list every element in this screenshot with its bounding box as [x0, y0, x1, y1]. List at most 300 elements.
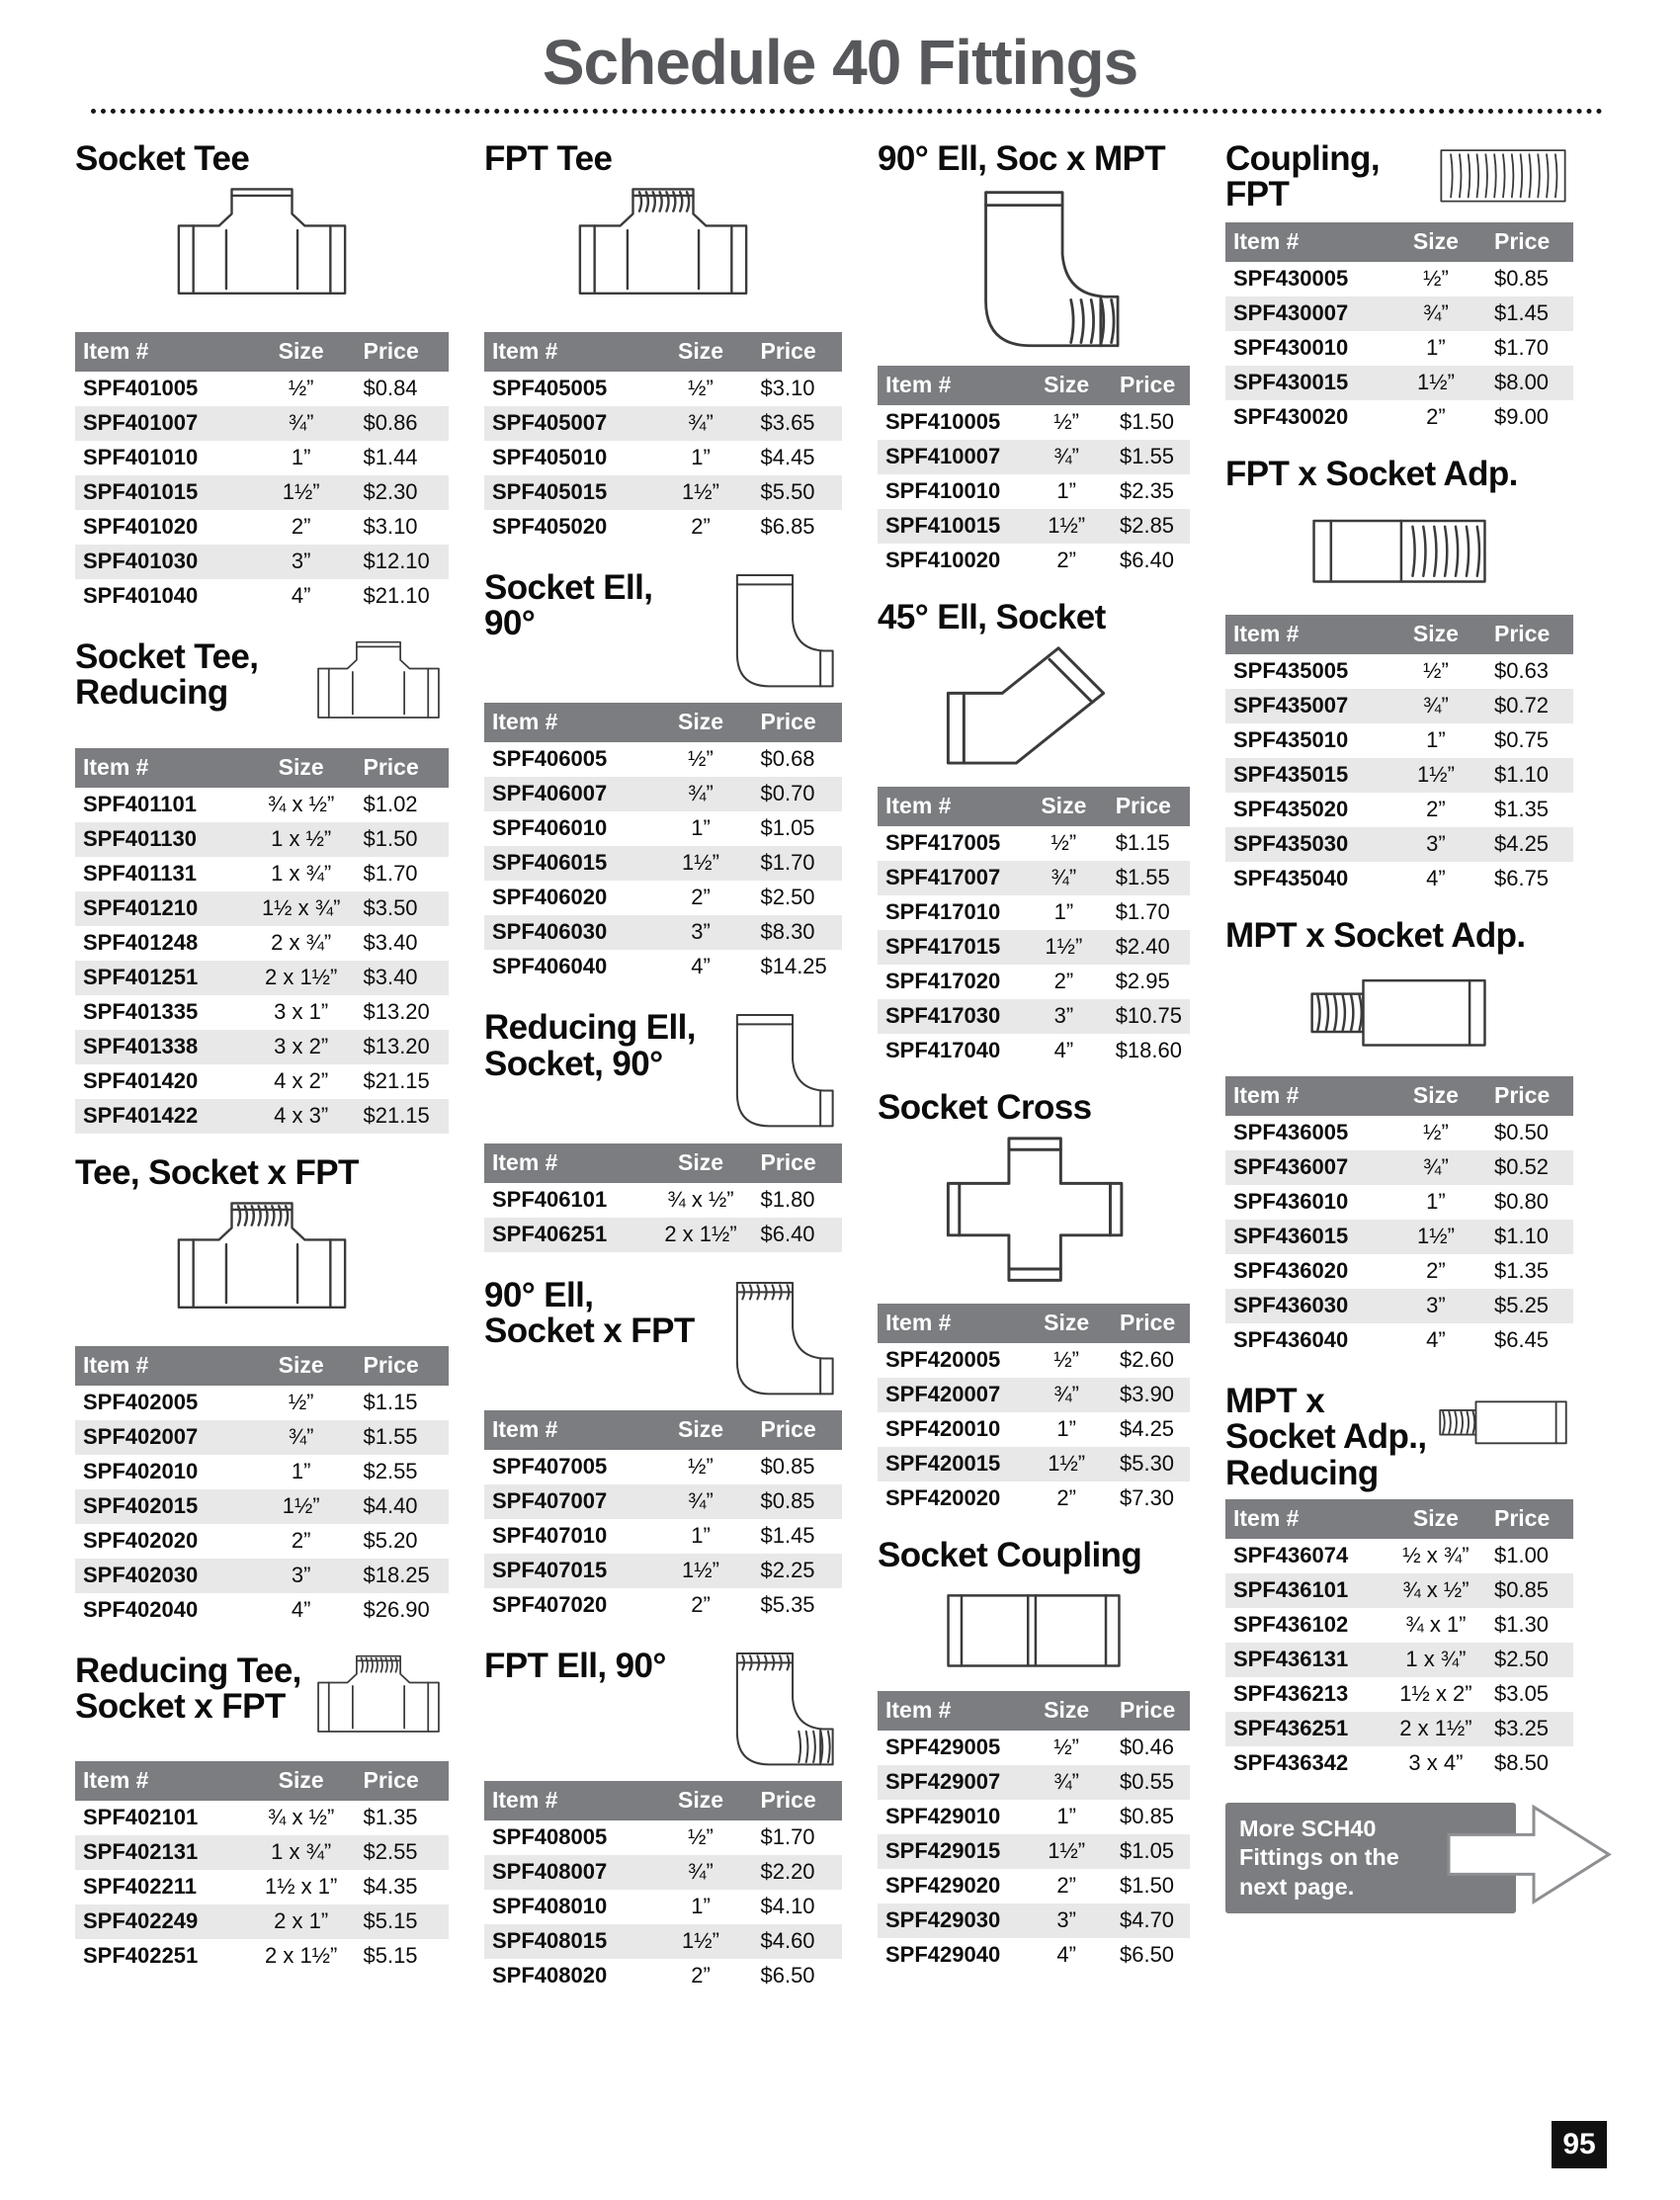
table-row: [878, 965, 1190, 999]
item-number-cell: SPF417030: [885, 1002, 1001, 1028]
section-header: [878, 597, 1190, 636]
price-cell: $0.72: [1493, 692, 1550, 718]
column-header: Size: [649, 703, 753, 742]
size-cell: ½”: [1423, 1119, 1449, 1144]
price-cell: $1.35: [1493, 1257, 1550, 1283]
table-row: [1225, 1677, 1573, 1712]
table-row: [75, 1801, 449, 1835]
size-cell: ¾”: [1423, 692, 1449, 718]
size-cell: 1½ x 1”: [264, 1874, 338, 1900]
price-cell: $2.55: [363, 1839, 418, 1865]
table-row: [1225, 1323, 1573, 1358]
price-cell: $0.86: [363, 409, 418, 435]
size-cell: ¾”: [688, 781, 714, 806]
price-cell: $3.65: [760, 409, 815, 435]
item-number-cell: SPF402101: [83, 1805, 199, 1830]
price-table: [878, 787, 1190, 1068]
price-cell: $1.70: [363, 860, 418, 886]
table-row: [484, 1855, 842, 1890]
size-cell: 1½”: [1045, 933, 1083, 959]
size-cell: 2”: [691, 1592, 711, 1618]
size-cell: 1 x ¾”: [271, 1839, 332, 1865]
table-row: [1225, 723, 1573, 758]
price-cell: $2.20: [760, 1859, 815, 1885]
table-row: [484, 881, 842, 915]
column-header: Size: [247, 1346, 356, 1386]
size-cell: 1”: [291, 1458, 311, 1483]
fpt-ell-90-illustration: [702, 1647, 842, 1771]
item-number-cell: SPF406005: [492, 746, 608, 772]
fitting-section: [75, 141, 449, 614]
table-row: [484, 406, 842, 441]
column-header: Price: [1108, 787, 1190, 826]
section-header: [75, 1152, 449, 1192]
column-header: Item #: [484, 1410, 649, 1450]
price-table: [878, 1304, 1190, 1516]
price-cell: $1.50: [1119, 1872, 1175, 1898]
column-header: Item #: [1225, 1076, 1386, 1116]
table-row: [1225, 793, 1573, 827]
price-cell: $2.60: [1119, 1347, 1175, 1373]
table-row: [484, 742, 842, 777]
item-number-cell: SPF406040: [492, 954, 608, 979]
price-cell: $1.15: [1115, 829, 1170, 855]
item-number-cell: SPF402020: [83, 1527, 199, 1553]
price-cell: $4.10: [760, 1894, 815, 1919]
table-row: [484, 1183, 842, 1218]
mpt-socket-adp-illustration: [1225, 960, 1573, 1066]
table-row: [484, 372, 842, 406]
price-cell: $8.30: [760, 919, 815, 945]
table-row: [1225, 1539, 1573, 1573]
item-number-cell: SPF435015: [1233, 761, 1349, 787]
coupling-fpt-illustration: [1433, 139, 1573, 212]
reducing-tee-socket-fpt-illustration: [308, 1651, 449, 1752]
item-number-cell: SPF406007: [492, 781, 608, 806]
price-cell: $1.45: [1493, 299, 1550, 325]
price-cell: $1.35: [1493, 796, 1550, 821]
table-row: [484, 1484, 842, 1519]
size-cell: 2”: [1426, 403, 1446, 429]
size-cell: ¾”: [1423, 1153, 1449, 1179]
table-row: [484, 1450, 842, 1484]
size-cell: 1½ x ¾”: [261, 894, 341, 920]
item-number-cell: SPF401020: [83, 513, 199, 539]
fitting-section: [878, 597, 1190, 1068]
size-cell: 1½”: [682, 1558, 719, 1583]
item-number-cell: SPF401420: [83, 1067, 199, 1093]
price-cell: $2.50: [1493, 1646, 1550, 1671]
size-cell: 4”: [291, 1596, 311, 1622]
item-number-cell: SPF402030: [83, 1562, 199, 1587]
item-number-cell: SPF402007: [83, 1423, 199, 1449]
table-row: [484, 846, 842, 881]
size-cell: 2”: [1426, 1257, 1446, 1283]
table-row: [75, 1559, 449, 1593]
size-cell: 3”: [1056, 1906, 1076, 1932]
item-number-cell: SPF410020: [885, 547, 1001, 572]
fitting-section: [1225, 454, 1573, 896]
price-cell: $9.00: [1493, 403, 1550, 429]
item-number-cell: SPF436010: [1233, 1188, 1349, 1214]
size-cell: 1½”: [282, 478, 320, 504]
price-cell: $5.15: [363, 1908, 418, 1934]
price-cell: $2.85: [1119, 512, 1175, 538]
column-header: Item #: [75, 1761, 247, 1801]
price-cell: $1.55: [1115, 864, 1170, 889]
price-cell: $3.25: [1493, 1715, 1550, 1740]
item-number-cell: SPF401131: [83, 860, 197, 886]
section-header: [75, 1650, 449, 1756]
size-cell: 2 x 1”: [274, 1908, 329, 1934]
price-table: [75, 332, 449, 614]
price-cell: $0.55: [1119, 1768, 1175, 1794]
size-cell: 2”: [691, 885, 711, 910]
price-cell: $3.90: [1119, 1382, 1175, 1407]
price-cell: $6.75: [1493, 865, 1550, 890]
section-title: Socket Tee: [75, 139, 250, 178]
column-header: Price: [1486, 1499, 1573, 1539]
table-row: [878, 1869, 1190, 1904]
price-table: [878, 1691, 1190, 1973]
table-row: [878, 1834, 1190, 1869]
item-number-cell: SPF429030: [885, 1906, 1001, 1932]
price-table: [484, 332, 842, 545]
size-cell: 4”: [291, 582, 311, 608]
socket-ell-90-illustration: [702, 568, 842, 693]
item-number-cell: SPF435007: [1233, 692, 1349, 718]
section-title: FPT x Socket Adp.: [1225, 454, 1518, 493]
size-cell: ¾”: [288, 409, 314, 435]
price-cell: $8.50: [1493, 1749, 1550, 1775]
table-row: [878, 1481, 1190, 1516]
column-header: Price: [752, 1781, 842, 1820]
reducing-ell-socket-90-illustration: [702, 1008, 842, 1133]
column-header: Size: [1021, 1304, 1112, 1343]
price-cell: $21.15: [363, 1102, 430, 1128]
item-number-cell: SPF436131: [1233, 1646, 1349, 1671]
table-row: [75, 441, 449, 475]
column-header: Size: [247, 1761, 356, 1801]
price-cell: $5.20: [363, 1527, 418, 1553]
price-cell: $2.30: [363, 478, 418, 504]
size-cell: 1”: [691, 1894, 711, 1919]
price-cell: $0.85: [760, 1454, 815, 1480]
section-title: MPT x Socket Adp., Reducing: [1225, 1381, 1427, 1492]
price-cell: $6.40: [760, 1221, 815, 1246]
item-number-cell: SPF408005: [492, 1824, 608, 1850]
table-row: [1225, 400, 1573, 435]
item-number-cell: SPF407015: [492, 1558, 608, 1583]
fitting-section: [75, 1650, 449, 1975]
price-table: [484, 1143, 842, 1252]
section-header: [1225, 454, 1573, 493]
item-number-cell: SPF406101: [492, 1186, 608, 1212]
item-number-cell: SPF402005: [83, 1389, 199, 1414]
price-cell: $5.15: [363, 1943, 418, 1969]
item-number-cell: SPF420015: [885, 1451, 1001, 1477]
item-number-cell: SPF430005: [1233, 265, 1349, 291]
item-number-cell: SPF401015: [83, 478, 199, 504]
column-header: Price: [355, 748, 449, 788]
table-row: [75, 372, 449, 406]
price-cell: $10.75: [1115, 1002, 1182, 1028]
table-row: [1225, 1150, 1573, 1185]
section-header: [878, 141, 1190, 177]
column-header: Price: [752, 1143, 842, 1183]
price-cell: $4.35: [363, 1874, 418, 1900]
item-number-cell: SPF406015: [492, 850, 608, 876]
section-title: MPT x Socket Adp.: [1225, 915, 1526, 955]
item-number-cell: SPF436007: [1233, 1153, 1349, 1179]
size-cell: ½”: [1423, 265, 1449, 291]
column-header: Item #: [75, 1346, 247, 1386]
size-cell: ¾”: [1053, 443, 1080, 468]
fitting-section: [484, 141, 842, 545]
table-row: [1225, 1116, 1573, 1150]
size-cell: 1½”: [1416, 761, 1455, 787]
column-header: Size: [1020, 787, 1108, 826]
ell-socket-fpt-illustration: [702, 1276, 842, 1400]
table-row: [878, 999, 1190, 1034]
section-title: Reducing Ell, Socket, 90°: [484, 1008, 696, 1083]
table-row: [484, 1519, 842, 1554]
item-number-cell: SPF435020: [1233, 796, 1349, 821]
size-cell: 4 x 2”: [274, 1067, 329, 1093]
price-cell: $2.95: [1115, 968, 1170, 993]
table-row: [1225, 1608, 1573, 1643]
table-row: [484, 777, 842, 811]
table-row: [1225, 654, 1573, 689]
price-cell: $14.25: [760, 954, 827, 979]
price-cell: $1.70: [760, 850, 815, 876]
size-cell: 2”: [291, 1527, 311, 1553]
table-row: [75, 1064, 449, 1099]
column-header: Item #: [1225, 1499, 1386, 1539]
column-header: Size: [247, 748, 356, 788]
table-row: [75, 891, 449, 926]
item-number-cell: SPF408020: [492, 1963, 608, 1988]
table-row: [1225, 1289, 1573, 1323]
table-row: [1225, 1254, 1573, 1289]
column-header: Price: [1112, 1304, 1190, 1343]
item-number-cell: SPF408007: [492, 1859, 608, 1885]
table-row: [75, 1870, 449, 1904]
fitting-section: [878, 1538, 1190, 1972]
socket-tee-illustration: [75, 183, 449, 322]
size-cell: 4”: [1426, 1326, 1446, 1352]
size-cell: 2 x 1½”: [1399, 1715, 1472, 1740]
mpt-socket-adp-reducing-illustration: [1433, 1382, 1573, 1462]
item-number-cell: SPF402131: [83, 1839, 199, 1865]
size-cell: 2”: [291, 513, 311, 539]
column-header: Item #: [878, 1304, 1021, 1343]
price-cell: $6.50: [760, 1963, 815, 1988]
column-header: Price: [355, 1761, 449, 1801]
price-cell: $1.02: [363, 791, 418, 816]
column-header: Price: [752, 703, 842, 742]
price-cell: $2.55: [363, 1458, 418, 1483]
price-cell: $1.35: [363, 1805, 418, 1830]
item-number-cell: SPF408010: [492, 1894, 608, 1919]
price-cell: $1.10: [1493, 761, 1550, 787]
column-header: Size: [1386, 1076, 1486, 1116]
item-number-cell: SPF429010: [885, 1803, 1001, 1828]
size-cell: ½”: [288, 375, 314, 400]
size-cell: 1”: [1056, 1416, 1076, 1442]
table-row: [878, 895, 1190, 930]
size-cell: 1½ x 2”: [1399, 1680, 1472, 1706]
table-row: [75, 1524, 449, 1559]
price-cell: $2.25: [760, 1558, 815, 1583]
table-row: [75, 1030, 449, 1064]
item-number-cell: SPF401130: [83, 825, 197, 851]
section-title: Tee, Socket x FPT: [75, 1152, 359, 1192]
fitting-section: [878, 141, 1190, 578]
size-cell: ½”: [288, 1389, 314, 1414]
size-cell: 1 x ¾”: [271, 860, 332, 886]
table-row: [75, 822, 449, 857]
size-cell: 3”: [1053, 1002, 1074, 1028]
column-header: Price: [752, 332, 842, 372]
table-row: [484, 510, 842, 545]
price-cell: $1.55: [1119, 443, 1175, 468]
price-cell: $1.50: [363, 825, 418, 851]
size-cell: ¾ x ½”: [268, 1805, 335, 1830]
size-cell: 1”: [1426, 726, 1446, 752]
size-cell: 1”: [691, 444, 711, 469]
price-cell: $1.00: [1493, 1542, 1550, 1567]
price-cell: $0.52: [1493, 1153, 1550, 1179]
table-row: [75, 510, 449, 545]
column-header: Size: [649, 1143, 753, 1183]
size-cell: 2”: [691, 513, 711, 539]
price-cell: $13.20: [363, 1033, 430, 1058]
item-number-cell: SPF436005: [1233, 1119, 1349, 1144]
price-cell: $0.46: [1119, 1734, 1175, 1759]
size-cell: 2 x 1½”: [264, 964, 338, 989]
page-title: Schedule 40 Fittings: [542, 27, 1138, 98]
size-cell: 1”: [1426, 334, 1446, 360]
item-number-cell: SPF402251: [83, 1943, 199, 1969]
column-header: Size: [1386, 615, 1486, 654]
column-header: Price: [1486, 1076, 1573, 1116]
catalog-columns: [0, 127, 1680, 2015]
table-row: [1225, 758, 1573, 793]
socket-cross-illustration: [878, 1132, 1190, 1294]
item-number-cell: SPF408015: [492, 1928, 608, 1954]
section-header: [1225, 915, 1573, 955]
item-number-cell: SPF410015: [885, 512, 1001, 538]
item-number-cell: SPF406020: [492, 885, 608, 910]
price-cell: $13.20: [363, 998, 430, 1024]
table-row: [75, 1420, 449, 1455]
item-number-cell: SPF410010: [885, 477, 1001, 503]
price-table: [1225, 1499, 1573, 1781]
price-cell: $0.85: [1493, 265, 1550, 291]
section-header: [484, 566, 842, 697]
table-row: [1225, 1746, 1573, 1781]
fitting-section: [484, 1274, 842, 1623]
item-number-cell: SPF410007: [885, 443, 1001, 468]
price-cell: $0.63: [1493, 657, 1550, 683]
column-header: Price: [1112, 366, 1190, 405]
size-cell: 4”: [1056, 1941, 1076, 1967]
column-header: Size: [247, 332, 356, 372]
table-row: [1225, 827, 1573, 862]
table-row: [484, 1924, 842, 1959]
price-cell: $6.50: [1119, 1941, 1175, 1967]
price-cell: $1.55: [363, 1423, 418, 1449]
price-cell: $0.84: [363, 375, 418, 400]
item-number-cell: SPF435005: [1233, 657, 1349, 683]
item-number-cell: SPF401040: [83, 582, 199, 608]
column-header: Price: [1112, 1691, 1190, 1731]
size-cell: 1½”: [1048, 1451, 1086, 1477]
column-header: Price: [1486, 222, 1573, 262]
item-number-cell: SPF436074: [1233, 1542, 1349, 1567]
size-cell: ½”: [1423, 657, 1449, 683]
section-header: [1225, 1380, 1573, 1493]
item-number-cell: SPF430020: [1233, 403, 1349, 429]
price-cell: $1.10: [1493, 1223, 1550, 1248]
arrow-right-icon: [1447, 1801, 1613, 1914]
size-cell: 2”: [1053, 968, 1074, 993]
column-header: Item #: [878, 1691, 1021, 1731]
size-cell: ¾”: [688, 409, 714, 435]
item-number-cell: SPF436102: [1233, 1611, 1349, 1637]
item-number-cell: SPF405005: [492, 375, 608, 400]
table-row: [878, 1447, 1190, 1481]
size-cell: ¾ x ½”: [667, 1186, 734, 1212]
fitting-section: [1225, 915, 1573, 1358]
section-header: [878, 1087, 1190, 1127]
size-cell: 1”: [691, 815, 711, 841]
item-number-cell: SPF417040: [885, 1037, 1001, 1062]
section-title: Coupling, FPT: [1225, 139, 1380, 214]
item-number-cell: SPF420007: [885, 1382, 1001, 1407]
item-number-cell: SPF420005: [885, 1347, 1001, 1373]
size-cell: 2 x 1½”: [664, 1221, 737, 1246]
section-title: Socket Tee, Reducing: [75, 636, 259, 713]
column-header: Size: [1021, 366, 1112, 405]
catalog-column-4: [1225, 137, 1573, 1913]
fitting-section: [75, 635, 449, 1134]
item-number-cell: SPF417010: [885, 898, 1001, 924]
table-row: [878, 826, 1190, 861]
size-cell: 1½”: [1048, 1837, 1086, 1863]
table-row: [1225, 1643, 1573, 1677]
table-row: [75, 1904, 449, 1939]
size-cell: 3 x 4”: [1408, 1749, 1464, 1775]
item-number-cell: SPF436213: [1233, 1680, 1349, 1706]
table-row: [75, 1939, 449, 1974]
price-table: [1225, 222, 1573, 435]
price-cell: $3.10: [760, 375, 815, 400]
section-title: Reducing Tee, Socket x FPT: [75, 1650, 301, 1726]
item-number-cell: SPF429007: [885, 1768, 1001, 1794]
item-number-cell: SPF401030: [83, 548, 199, 573]
size-cell: 1½”: [682, 850, 719, 876]
size-cell: ½”: [688, 1454, 714, 1480]
price-cell: $5.35: [760, 1592, 815, 1618]
tee-socket-fpt-illustration: [75, 1197, 449, 1336]
size-cell: 1”: [1053, 898, 1074, 924]
item-number-cell: SPF401101: [83, 791, 197, 816]
price-cell: $0.50: [1493, 1119, 1550, 1144]
size-cell: ¾”: [1050, 864, 1077, 889]
price-cell: $1.30: [1493, 1611, 1550, 1637]
